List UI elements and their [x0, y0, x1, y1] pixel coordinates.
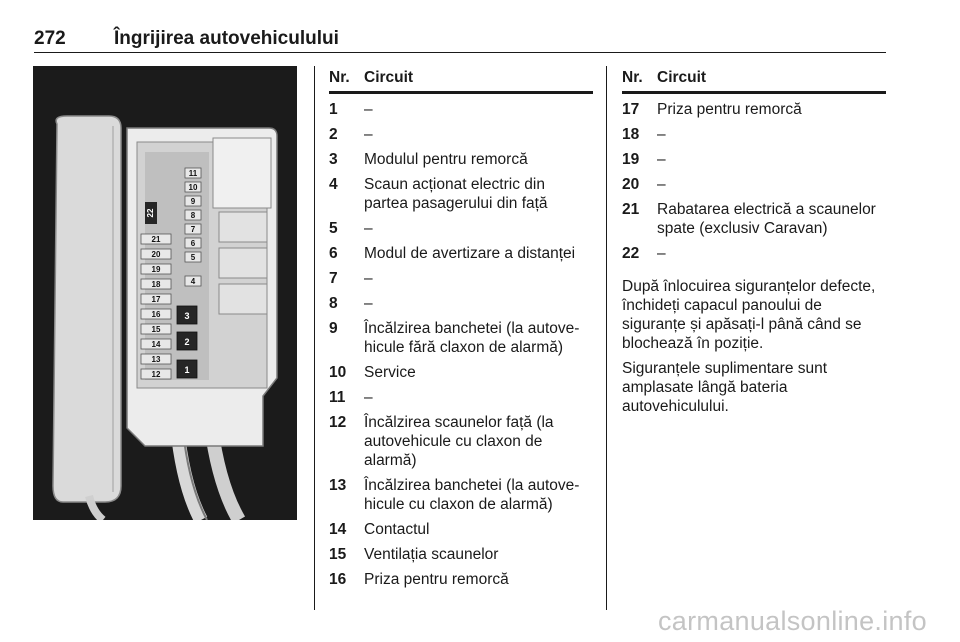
fuse-label: 17	[151, 295, 161, 304]
table-row: 3 Modulul pentru remorcă	[329, 151, 528, 168]
table-row: 17 Priza pentru remorcă	[622, 101, 802, 118]
fuse-label: 6	[190, 239, 196, 248]
page-number: 272	[34, 28, 66, 49]
paragraph: Siguranțele suplimentare sunt amplasate lângă bateria autovehiculului.	[622, 360, 828, 415]
fuse-label: 16	[151, 310, 161, 319]
table-row: 10 Service	[329, 364, 416, 381]
table-row: 9 Încălzirea banchetei (la autove- hicule fără claxon de alarmă)	[329, 320, 580, 356]
column-divider	[314, 66, 315, 610]
table-row: 15 Ventilația scaunelor	[329, 546, 499, 563]
fuse-label: 19	[151, 265, 161, 274]
paragraph: După înlocuirea siguranțelor defecte, închideți capacul panoului de siguranțe și apăsați-l până când se blochează în poziție.	[622, 278, 876, 352]
fuse-label: 13	[151, 355, 161, 364]
fuse-label: 22	[146, 208, 156, 218]
fuse-label: 3	[184, 311, 190, 321]
table-row: 7 –	[329, 270, 373, 287]
page-title: Îngrijirea autovehiculului	[114, 28, 339, 49]
fuse-table-left	[329, 68, 593, 589]
table-row: 16 Priza pentru remorcă	[329, 571, 509, 588]
column-header-nr: Nr.	[329, 69, 350, 86]
table-row: 12 Încălzirea scaunelor față (la autovehicule cu claxon de alarmă)	[329, 414, 554, 469]
fuse-label: 20	[151, 250, 161, 259]
fuse-table-right	[622, 68, 886, 263]
table-row: 11 –	[329, 389, 373, 406]
table-row: 19 –	[622, 151, 666, 168]
table-row: 14 Contactul	[329, 521, 430, 538]
table-row: 21 Rabatarea electrică a scaunelor spate (exclusiv Caravan)	[622, 201, 876, 237]
table-header	[622, 68, 886, 94]
page-header	[34, 26, 886, 53]
table-row: 1 –	[329, 101, 373, 118]
fuse-label: 5	[190, 253, 196, 262]
fuse-label: 7	[190, 225, 196, 234]
column-divider	[606, 66, 607, 610]
fuse-label: 21	[151, 235, 161, 244]
column-header-circuit: Circuit	[364, 69, 414, 86]
column-header-circuit: Circuit	[657, 69, 707, 86]
instructions-text	[622, 277, 888, 422]
table-row: 22 –	[622, 245, 666, 262]
table-row: 5 –	[329, 220, 373, 237]
fuse-label: 14	[151, 340, 161, 349]
table-row: 6 Modul de avertizare a distanței	[329, 245, 576, 262]
fuse-label: 1	[184, 365, 190, 375]
fuse-label: 18	[151, 280, 161, 289]
fuse-label: 9	[190, 197, 196, 206]
fuse-label: 2	[184, 337, 190, 347]
fuse-label: 4	[190, 277, 196, 286]
column-header-nr: Nr.	[622, 69, 643, 86]
table-row: 20 –	[622, 176, 666, 193]
watermark: carmanualsonline.info	[658, 606, 927, 636]
fuse-label: 15	[151, 325, 161, 334]
table-row: 2 –	[329, 126, 373, 143]
fuse-label: 12	[151, 370, 161, 379]
table-row: 8 –	[329, 295, 373, 312]
fuse-label: 11	[188, 169, 198, 178]
fuse-box-figure	[33, 66, 297, 520]
table-row: 18 –	[622, 126, 666, 143]
table-header	[329, 68, 593, 94]
table-row: 13 Încălzirea banchetei (la autove- hicule cu claxon de alarmă)	[329, 477, 580, 513]
fuse-label: 8	[190, 211, 196, 220]
table-row: 4 Scaun acționat electric din partea pasagerului din față	[329, 176, 548, 212]
fuse-label: 10	[188, 183, 198, 192]
